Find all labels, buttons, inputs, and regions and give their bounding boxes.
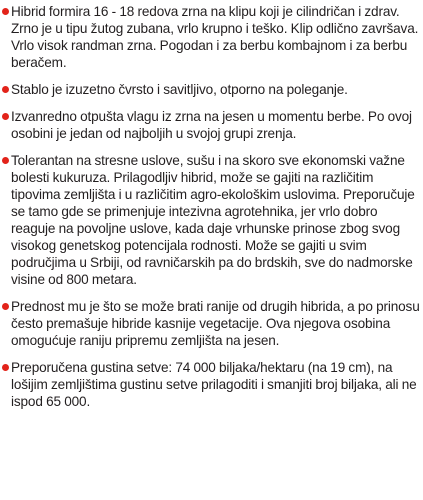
bullet-text: Preporučena gustina setve: 74 000 biljaka/hektaru (na 19 cm), na lošijim zemljištima gustinu setve prilagoditi i smanjiti broj biljaka, ali ne ispod 65 000. — [11, 360, 417, 409]
red-bullet-icon — [2, 113, 9, 120]
bullet-item-moisture — [2, 108, 421, 142]
bullet-item-stalk — [2, 81, 421, 98]
red-bullet-icon — [2, 8, 9, 15]
bullet-text: Tolerantan na stresne uslove, sušu i na skoro sve ekonomski važne bolesti kukuruza. Prilagodljiv hibrid, može se gajiti na različitim tipovima zemljišta i u različitim agro-ekološkim uslovima. Preporučuje se tamo gde se primenjuje intezivna agrotehnika, jer vrlo dobro reaguje na povoljne uslove, kada daje vrhunske prinose zbog svog visokog genetskog potencijala rodnosti. Može se gajiti u svim područjima u Srbiji, od ravničarskih pa do brdskih, sve do nadmorske visine od 800 metara. — [11, 153, 415, 287]
red-bullet-icon — [2, 157, 9, 164]
bullet-item-grain — [2, 3, 421, 71]
bullet-text: Stablo je izuzetno čvrsto i savitljivo, otporno na poleganje. — [11, 82, 348, 97]
red-bullet-icon — [2, 364, 9, 371]
bullet-text: Hibrid formira 16 - 18 redova zrna na klipu koji je cilindričan i zdrav. Zrno je u tipu žutog zubana, vrlo krupno i teško. Klip odlično završava. Vrlo visok randman zrna. Pogodan i za berbu kombajnom i za berbu beračem. — [11, 4, 419, 70]
red-bullet-icon — [2, 303, 9, 310]
bullet-item-sowing-density — [2, 359, 421, 410]
red-bullet-icon — [2, 86, 9, 93]
bullet-text: Prednost mu je što se može brati ranije od drugih hibrida, a po prinosu često premašuje hibride kasnije vegetacije. Ova njegova osobina omogućuje raniju pripremu zemljišta na jesen. — [11, 299, 420, 348]
bullet-text: Izvanredno otpušta vlagu iz zrna na jesen u momentu berbe. Po ovoj osobini je jedan od najboljih u svojoj grupi zrenja. — [11, 109, 412, 141]
feature-bullet-list — [2, 3, 421, 420]
bullet-item-tolerance — [2, 152, 421, 288]
bullet-item-early-harvest — [2, 298, 421, 349]
